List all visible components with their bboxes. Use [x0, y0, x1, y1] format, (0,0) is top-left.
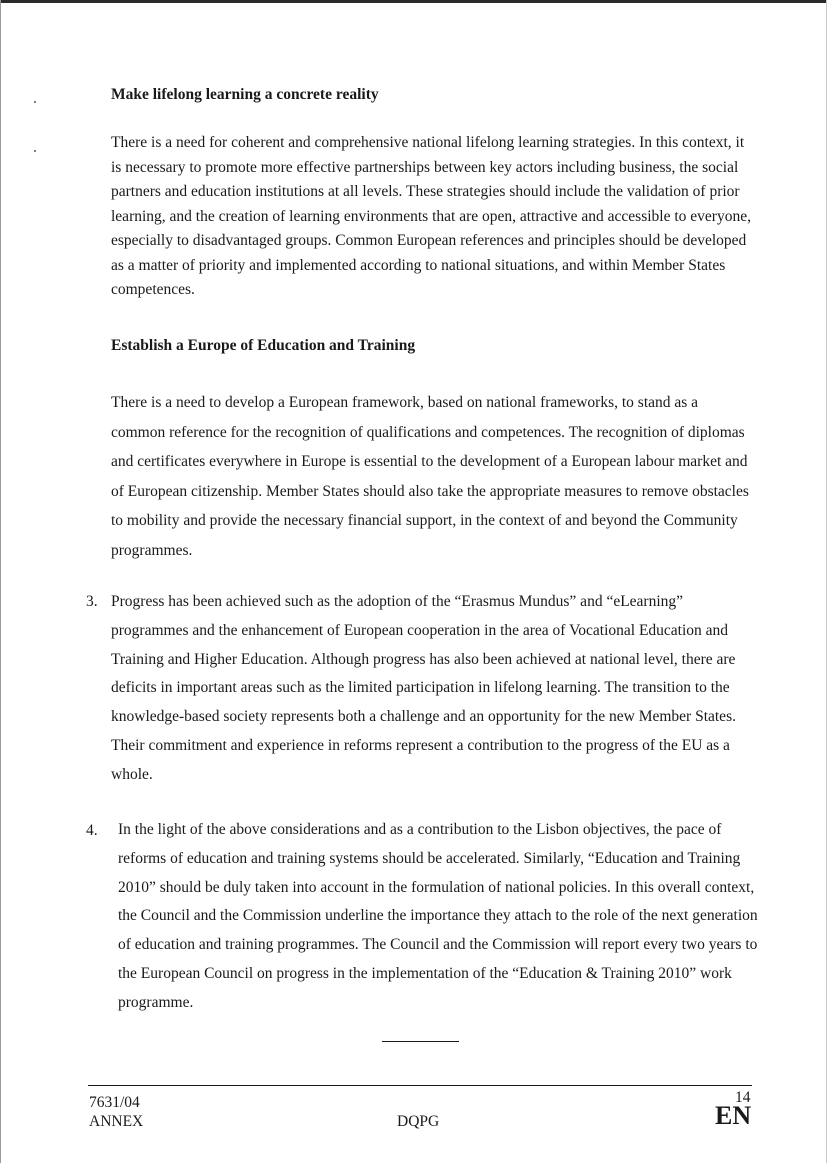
footer-page-number: 14 — [735, 1089, 751, 1106]
left-page-edge — [0, 0, 1, 1163]
footer-language-code: EN — [715, 1101, 752, 1130]
section-paragraph-europe-education: There is a need to develop a European framework, based on national frameworks, to stand as a common reference for the recognition of qualifications and competences. The recognition of diplomas and certificates everywhere in Europe is essential to the development of a European labour market and of European citizenship. Member States should also take the appropriate measures to remove obstacles to mobility and provide the necessary financial support, in the context of and beyond the Community programmes. — [111, 394, 749, 559]
footer-rule — [88, 1085, 752, 1086]
item-text-4: In the light of the above considerations and as a contribution to the Lisbon objectives, the pace of reforms of education and training systems should be accelerated. Similarly, “Education and Training 2010” should be duly taken into account in the formulation of national policies. In this overall context, the Council and the Commission underline the importance they attach to the role of the next generation of education and training programmes. The Council and the Commission will report every two years to the European Council on progress in the implementation of the “Education & Training 2010” work programme. — [118, 821, 758, 1011]
footer-department: DQPG — [397, 1113, 440, 1130]
section-heading-europe-education: Establish a Europe of Education and Training — [111, 337, 416, 354]
end-separator-rule — [382, 1041, 459, 1042]
section-heading-lifelong-learning: Make lifelong learning a concrete reality — [111, 86, 379, 103]
item-text-3: Progress has been achieved such as the adoption of the “Erasmus Mundus” and “eLearning” programmes and the enhancement of European cooperation in the area of Vocational Education and Training and Higher Education. Although progress has also been achieved at national level, there are deficits in important areas such as the limited participation in lifelong learning. The transition to the knowledge-based society represents both a challenge and an opportunity for the new Member States. Their commitment and experience in reforms represent a contribution to the progress of the EU as a whole. — [111, 593, 736, 783]
footer-doc-ref: 7631/04 — [89, 1094, 140, 1111]
item-number-3: 3. — [86, 593, 98, 610]
item-number-4: 4. — [86, 822, 98, 839]
scan-speck — [34, 101, 36, 103]
section-paragraph-lifelong-learning: There is a need for coherent and comprehensive national lifelong learning strategies. In this context, it is necessary to promote more effective partnerships between key actors including business, the social partners and education institutions at all levels. These strategies should include the validation of prior learning, and the creation of learning environments that are open, attractive and accessible to everyone, especially to disadvantaged groups. Common European references and principles should be developed as a matter of priority and implemented according to national situations, and within Member States competences. — [111, 134, 751, 298]
scan-speck — [34, 150, 36, 152]
top-border-rule — [0, 0, 827, 3]
footer-annex: ANNEX — [89, 1113, 144, 1130]
